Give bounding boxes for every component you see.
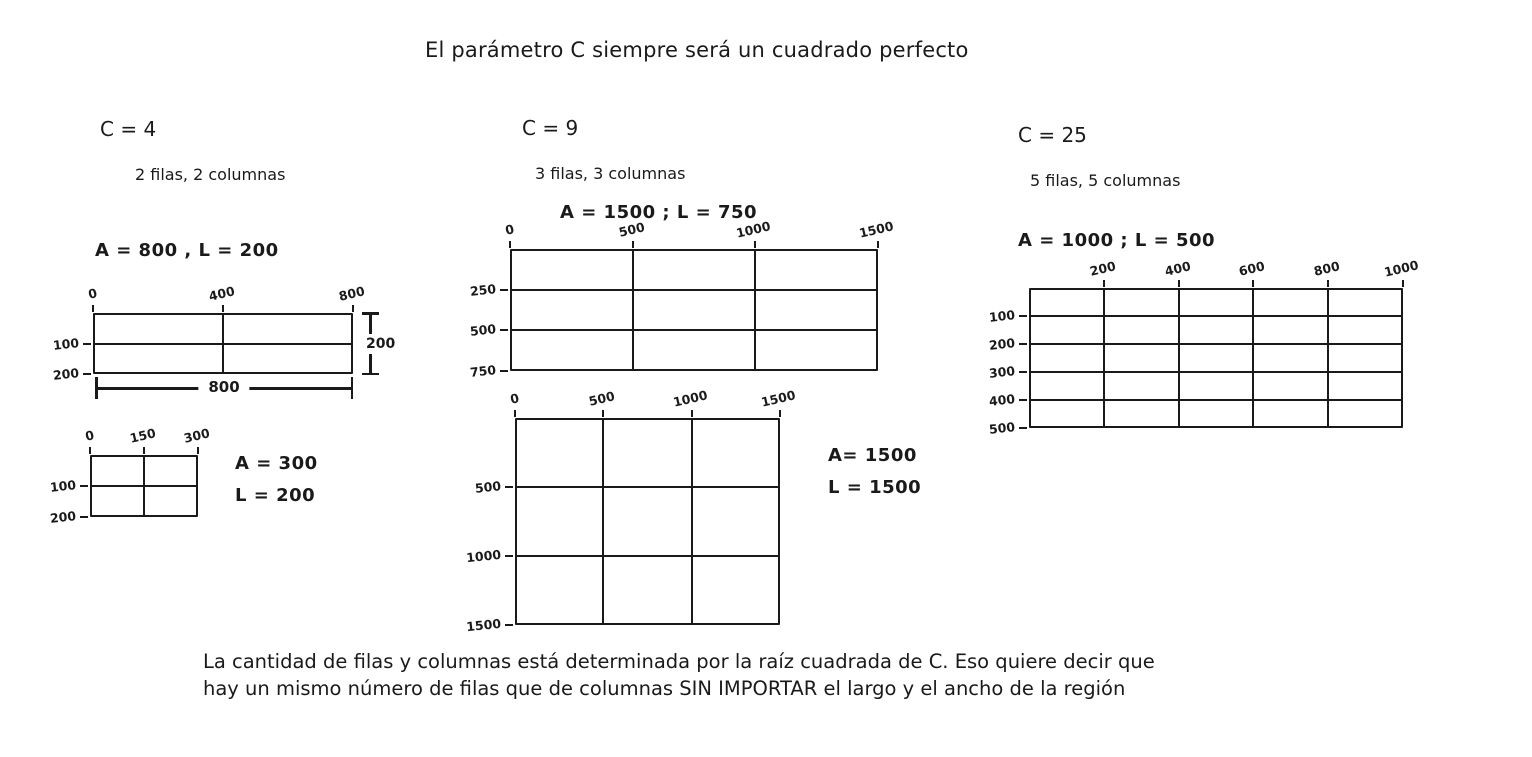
grid-line-vertical bbox=[691, 418, 693, 625]
grid-line-vertical bbox=[1327, 288, 1329, 428]
y-tick-label: 750 bbox=[469, 362, 497, 380]
x-tick-label: 1000 bbox=[734, 218, 773, 241]
grid-line-vertical bbox=[754, 249, 756, 371]
x-tick-label: 1000 bbox=[1382, 257, 1420, 280]
x-tick-label: 1000 bbox=[671, 387, 709, 410]
x-tick-label: 0 bbox=[508, 390, 521, 407]
grid-line-horizontal bbox=[515, 486, 780, 488]
c4-small-note-area: A = 300 bbox=[235, 453, 318, 474]
y-tick-mark bbox=[505, 624, 513, 626]
grid-line-vertical bbox=[1103, 288, 1105, 428]
x-tick-mark bbox=[1327, 280, 1329, 287]
x-tick-mark bbox=[877, 241, 879, 248]
height-dimension-label: 200 bbox=[366, 335, 396, 352]
grid-line-horizontal bbox=[90, 485, 198, 487]
grid-line-horizontal bbox=[93, 343, 353, 345]
y-tick-mark bbox=[1019, 315, 1027, 317]
x-tick-mark bbox=[89, 447, 91, 454]
section-c4-heading: C = 4 bbox=[100, 117, 157, 141]
x-tick-label: 150 bbox=[128, 425, 158, 446]
x-tick-label: 200 bbox=[1088, 258, 1117, 279]
height-dimension bbox=[362, 312, 396, 375]
x-tick-label: 0 bbox=[86, 285, 99, 302]
y-tick-mark bbox=[500, 370, 508, 372]
grid-c4-main bbox=[52, 283, 367, 383]
x-tick-mark bbox=[514, 410, 516, 417]
grid-line-horizontal bbox=[1029, 371, 1403, 373]
grid-line-vertical bbox=[632, 249, 634, 371]
c9-square-note-area: A= 1500 bbox=[828, 445, 917, 466]
x-tick-label: 600 bbox=[1237, 258, 1267, 279]
page-title: El parámetro C siempre será un cuadrado perfecto bbox=[425, 38, 969, 62]
x-tick-label: 500 bbox=[616, 219, 646, 240]
c9-square-note bbox=[828, 440, 921, 504]
y-tick-mark bbox=[83, 343, 91, 345]
section-c25-params: A = 1000 ; L = 500 bbox=[1018, 230, 1216, 251]
x-tick-mark bbox=[92, 305, 94, 312]
y-tick-mark bbox=[1019, 371, 1027, 373]
y-tick-mark bbox=[1019, 399, 1027, 401]
y-tick-label: 100 bbox=[52, 334, 80, 353]
grid-outline bbox=[1029, 288, 1403, 428]
y-tick-mark bbox=[500, 329, 508, 331]
y-tick-label: 100 bbox=[988, 307, 1016, 325]
grid-c4-small bbox=[49, 425, 212, 526]
x-tick-label: 500 bbox=[587, 388, 617, 409]
y-tick-mark bbox=[500, 289, 508, 291]
footer-line-1: La cantidad de filas y columnas está determinada por la raíz cuadrada de C. Eso quiere decir que bbox=[203, 650, 1155, 673]
y-tick-mark bbox=[80, 516, 88, 518]
grid-line-horizontal bbox=[515, 555, 780, 557]
x-tick-label: 800 bbox=[1312, 258, 1342, 279]
y-tick-mark bbox=[1019, 427, 1027, 429]
y-tick-label: 200 bbox=[52, 365, 80, 383]
section-c25-heading: C = 25 bbox=[1018, 123, 1087, 147]
y-tick-label: 100 bbox=[49, 477, 77, 495]
c4-small-note bbox=[235, 448, 318, 512]
y-tick-mark bbox=[1019, 343, 1027, 345]
grid-c9-square bbox=[465, 387, 797, 635]
grid-c25-main bbox=[988, 257, 1420, 437]
x-tick-label: 1500 bbox=[759, 387, 797, 410]
x-tick-mark bbox=[222, 305, 224, 312]
x-tick-mark bbox=[509, 241, 511, 248]
y-tick-mark bbox=[83, 373, 91, 375]
x-tick-mark bbox=[1103, 280, 1105, 287]
grid-line-vertical bbox=[602, 418, 604, 625]
section-c25-subheading: 5 filas, 5 columnas bbox=[1030, 171, 1181, 190]
grid-line-horizontal bbox=[510, 329, 878, 331]
grid-line-vertical bbox=[1252, 288, 1254, 428]
x-tick-mark bbox=[691, 410, 693, 417]
x-tick-mark bbox=[197, 447, 199, 454]
dimension-cap-right bbox=[351, 377, 354, 399]
section-c9-subheading: 3 filas, 3 columnas bbox=[535, 164, 686, 183]
grid-outline bbox=[515, 418, 780, 625]
section-c4-subheading: 2 filas, 2 columnas bbox=[135, 165, 286, 184]
y-tick-mark bbox=[505, 486, 513, 488]
x-tick-label: 800 bbox=[337, 283, 367, 304]
y-tick-label: 400 bbox=[988, 391, 1016, 409]
width-dimension bbox=[95, 380, 353, 396]
x-tick-label: 1500 bbox=[857, 218, 895, 241]
y-tick-label: 500 bbox=[469, 321, 497, 340]
x-tick-mark bbox=[1402, 280, 1404, 287]
dimension-cap-bottom bbox=[362, 373, 379, 376]
x-tick-label: 0 bbox=[503, 221, 516, 238]
footer-line-2: hay un mismo número de filas que de columnas SIN IMPORTAR el largo y el ancho de la región bbox=[203, 677, 1126, 700]
y-tick-label: 200 bbox=[49, 508, 77, 526]
y-tick-label: 300 bbox=[988, 363, 1016, 381]
x-tick-label: 0 bbox=[83, 427, 96, 444]
x-tick-mark bbox=[602, 410, 604, 417]
y-tick-label: 200 bbox=[988, 335, 1016, 353]
x-tick-mark bbox=[779, 410, 781, 417]
grid-line-horizontal bbox=[1029, 399, 1403, 401]
y-tick-label: 250 bbox=[469, 280, 497, 299]
y-tick-mark bbox=[80, 485, 88, 487]
x-tick-mark bbox=[754, 241, 756, 248]
y-tick-mark bbox=[505, 555, 513, 557]
x-tick-label: 300 bbox=[182, 425, 212, 446]
grid-outline bbox=[510, 249, 878, 371]
x-tick-label: 400 bbox=[207, 283, 237, 304]
x-tick-mark bbox=[632, 241, 634, 248]
footer-explanation bbox=[203, 648, 1155, 702]
section-c9-params: A = 1500 ; L = 750 bbox=[560, 202, 758, 223]
section-c4-params: A = 800 , L = 200 bbox=[95, 240, 279, 261]
x-tick-mark bbox=[1178, 280, 1180, 287]
grid-line-vertical bbox=[1178, 288, 1180, 428]
x-tick-label: 400 bbox=[1162, 258, 1192, 279]
grid-line-horizontal bbox=[1029, 315, 1403, 317]
width-dimension-label: 800 bbox=[198, 378, 249, 396]
grid-line-horizontal bbox=[510, 289, 878, 291]
y-tick-label: 500 bbox=[988, 419, 1016, 437]
grid-line-horizontal bbox=[1029, 343, 1403, 345]
y-tick-label: 1000 bbox=[465, 546, 502, 566]
c4-small-note-length: L = 200 bbox=[235, 485, 316, 506]
x-tick-mark bbox=[352, 305, 354, 312]
x-tick-mark bbox=[1252, 280, 1254, 287]
x-tick-mark bbox=[143, 447, 145, 454]
y-tick-label: 1500 bbox=[465, 615, 502, 635]
y-tick-label: 500 bbox=[474, 478, 502, 496]
c9-square-note-length: L = 1500 bbox=[828, 477, 922, 498]
grid-c9-wide bbox=[469, 218, 895, 380]
section-c9-heading: C = 9 bbox=[522, 116, 579, 140]
